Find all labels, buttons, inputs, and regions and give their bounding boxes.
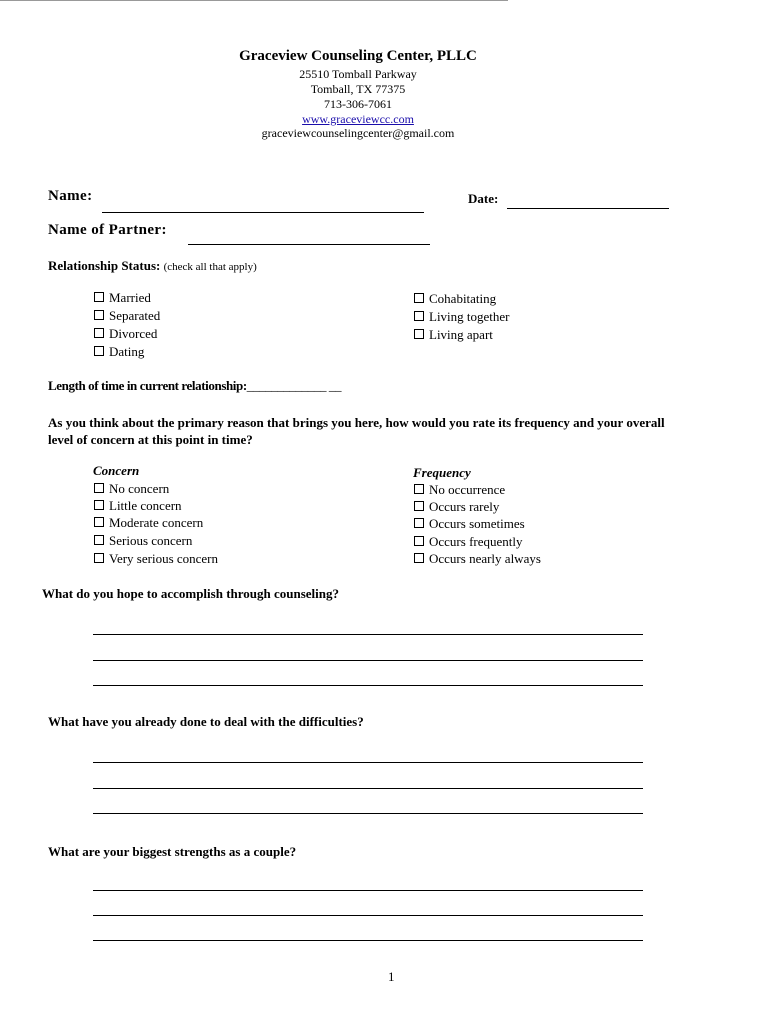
option-label: Little concern: [109, 498, 182, 513]
date-label: Date:: [468, 191, 499, 206]
option-label: Very serious concern: [109, 551, 219, 566]
question-goals: What do you hope to accomplish through counseling?: [42, 586, 340, 601]
checkbox-icon[interactable]: [94, 517, 104, 527]
option-label: Occurs frequently: [429, 534, 523, 549]
org-name: Graceview Counseling Center, PLLC: [239, 48, 477, 64]
concern-option[interactable]: [94, 481, 169, 497]
checkbox-icon[interactable]: [414, 501, 424, 511]
concern-option[interactable]: [94, 551, 218, 567]
page-number: 1: [388, 969, 395, 984]
address-line2: Tomball, TX 77375: [310, 82, 406, 96]
option-label: Cohabitating: [429, 291, 497, 306]
option-label: Occurs sometimes: [429, 516, 525, 531]
frequency-option[interactable]: [414, 499, 499, 515]
concern-header: Concern: [93, 463, 140, 478]
checkbox-icon[interactable]: [414, 329, 424, 339]
option-label: Married: [109, 290, 151, 305]
option-label: No occurrence: [429, 482, 506, 497]
answer-line[interactable]: [93, 634, 643, 635]
relationship-status-title: Relationship Status:: [48, 258, 161, 273]
frequency-header: Frequency: [413, 465, 471, 480]
concern-option[interactable]: [94, 533, 192, 549]
question-strengths: What are your biggest strengths as a couple?: [48, 844, 297, 859]
checkbox-icon[interactable]: [414, 536, 424, 546]
answer-line[interactable]: [93, 685, 643, 686]
question-efforts: What have you already done to deal with the difficulties?: [48, 714, 364, 729]
length-label: Length of time in current relationship:: [48, 378, 247, 393]
answer-line[interactable]: [93, 940, 643, 941]
answer-line[interactable]: [93, 890, 643, 891]
relationship-option-cohabitating[interactable]: [414, 291, 496, 307]
relationship-option-living-together[interactable]: [414, 309, 510, 325]
rating-question: As you think about the primary reason that brings you here, how would you rate its frequency and your overall level of concern at this point in time?: [48, 415, 665, 447]
option-label: Separated: [109, 308, 161, 323]
checkbox-icon[interactable]: [94, 328, 104, 338]
checkbox-icon[interactable]: [414, 484, 424, 494]
relationship-hint: (check all that apply): [163, 261, 257, 273]
frequency-option[interactable]: [414, 516, 525, 532]
option-label: Occurs nearly always: [429, 551, 541, 566]
name-field[interactable]: [102, 212, 424, 213]
answer-line[interactable]: [93, 813, 643, 814]
relationship-option-married[interactable]: [94, 290, 151, 306]
frequency-option[interactable]: [414, 482, 505, 498]
option-label: Living together: [429, 309, 510, 324]
frequency-option[interactable]: [414, 551, 541, 567]
checkbox-icon[interactable]: [94, 310, 104, 320]
address-line1: 25510 Tomball Parkway: [299, 67, 417, 81]
relationship-status-label: [48, 258, 257, 274]
relationship-option-separated[interactable]: [94, 308, 160, 324]
relationship-option-living-apart[interactable]: [414, 327, 493, 343]
frequency-option[interactable]: [414, 534, 523, 550]
checkbox-icon[interactable]: [94, 346, 104, 356]
length-of-relationship: [48, 378, 341, 394]
option-label: No concern: [109, 481, 170, 496]
option-label: Dating: [109, 344, 145, 359]
option-label: Moderate concern: [109, 515, 204, 530]
checkbox-icon[interactable]: [94, 535, 104, 545]
answer-line[interactable]: [93, 915, 643, 916]
checkbox-icon[interactable]: [94, 500, 104, 510]
checkbox-icon[interactable]: [94, 292, 104, 302]
checkbox-icon[interactable]: [414, 518, 424, 528]
checkbox-icon[interactable]: [414, 553, 424, 563]
email: graceviewcounselingcenter@gmail.com: [261, 126, 455, 140]
answer-line[interactable]: [93, 788, 643, 789]
checkbox-icon[interactable]: [414, 293, 424, 303]
checkbox-icon[interactable]: [94, 483, 104, 493]
partner-field[interactable]: [188, 244, 430, 245]
date-field[interactable]: [507, 208, 669, 209]
name-label: Name:: [48, 188, 93, 204]
option-label: Living apart: [429, 327, 493, 342]
concern-option[interactable]: [94, 515, 203, 531]
checkbox-icon[interactable]: [414, 311, 424, 321]
website-link[interactable]: www.graceviewcc.com: [302, 112, 414, 126]
concern-option[interactable]: [94, 498, 182, 514]
option-label: Divorced: [109, 326, 158, 341]
answer-line[interactable]: [93, 660, 643, 661]
answer-line[interactable]: [93, 762, 643, 763]
option-label: Serious concern: [109, 533, 193, 548]
relationship-option-divorced[interactable]: [94, 326, 157, 342]
phone: 713-306-7061: [324, 97, 392, 111]
partner-label: Name of Partner:: [48, 222, 167, 238]
length-field[interactable]: _____________ __: [246, 378, 342, 393]
relationship-option-dating[interactable]: [94, 344, 144, 360]
checkbox-icon[interactable]: [94, 553, 104, 563]
option-label: Occurs rarely: [429, 499, 500, 514]
top-rule: [0, 0, 508, 1]
